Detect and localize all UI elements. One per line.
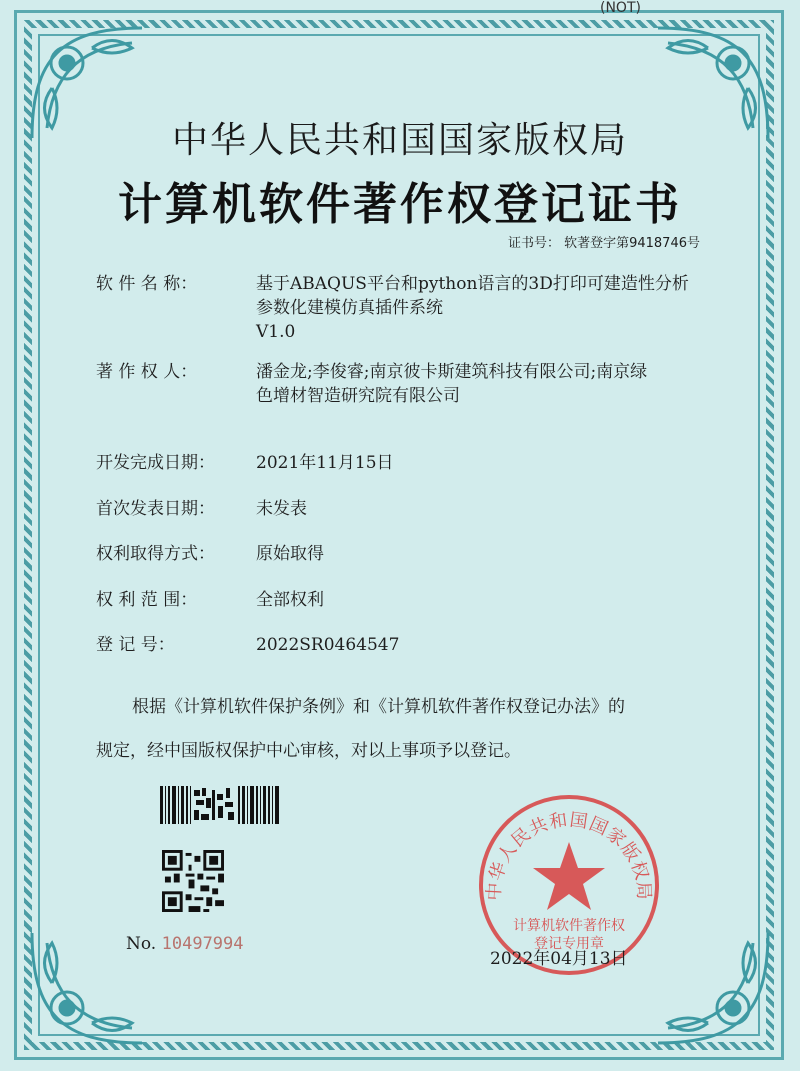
field-label: 软 件 名 称： [96, 274, 198, 294]
handwritten-note: (NOT) [600, 0, 641, 16]
serial-number-label: No. [126, 934, 157, 954]
field-label: 权 利 范 围： [96, 590, 198, 610]
field-value-line: 潘金龙;李俊睿;南京彼卡斯建筑科技有限公司;南京绿 [256, 362, 648, 382]
serial-number-value: 10497994 [161, 934, 244, 954]
field-value: 未发表 [256, 499, 307, 519]
field-label: 著 作 权 人： [96, 362, 198, 382]
field-value: 全部权利 [256, 590, 324, 610]
field-value-line: 参数化建模仿真插件系统 [256, 298, 443, 318]
seal-inner-line-1: 计算机软件著作权 [513, 918, 625, 934]
field-value: 2022SR0464547 [256, 635, 400, 655]
field-value: 原始取得 [256, 544, 324, 564]
statement-line-2: 规定，经中国版权保护中心审核，对以上事项予以登记。 [96, 741, 521, 761]
field-label: 登 记 号： [96, 635, 175, 655]
field-value-line: 基于ABAQUS平台和python语言的3D打印可建造性分析 [256, 274, 689, 294]
field-value-line: 色增材智造研究院有限公司 [256, 386, 460, 406]
field-label: 权利取得方式： [96, 544, 215, 564]
field-value-line: V1.0 [256, 322, 296, 342]
certificate-title: 计算机软件著作权登记证书 [118, 179, 682, 230]
issue-date: 2022年04月13日 [490, 949, 628, 969]
field-label: 开发完成日期： [96, 453, 215, 473]
serial-number [126, 934, 244, 954]
field-value: 2021年11月15日 [256, 453, 394, 473]
barcode-icon [160, 786, 280, 824]
seal-outer-text: 中华人民共和国国家版权局 [483, 809, 655, 902]
issuer-title: 中华人民共和国国家版权局 [171, 120, 628, 161]
certificate-number: 证书号： 软著登字第9418746号 [507, 236, 700, 251]
seal-inner-line-2: 登记专用章 [534, 936, 604, 952]
qr-code-icon [162, 850, 224, 912]
statement-line-1: 根据《计算机软件保护条例》和《计算机软件著作权登记办法》的 [132, 697, 625, 717]
field-label: 首次发表日期： [96, 499, 215, 519]
